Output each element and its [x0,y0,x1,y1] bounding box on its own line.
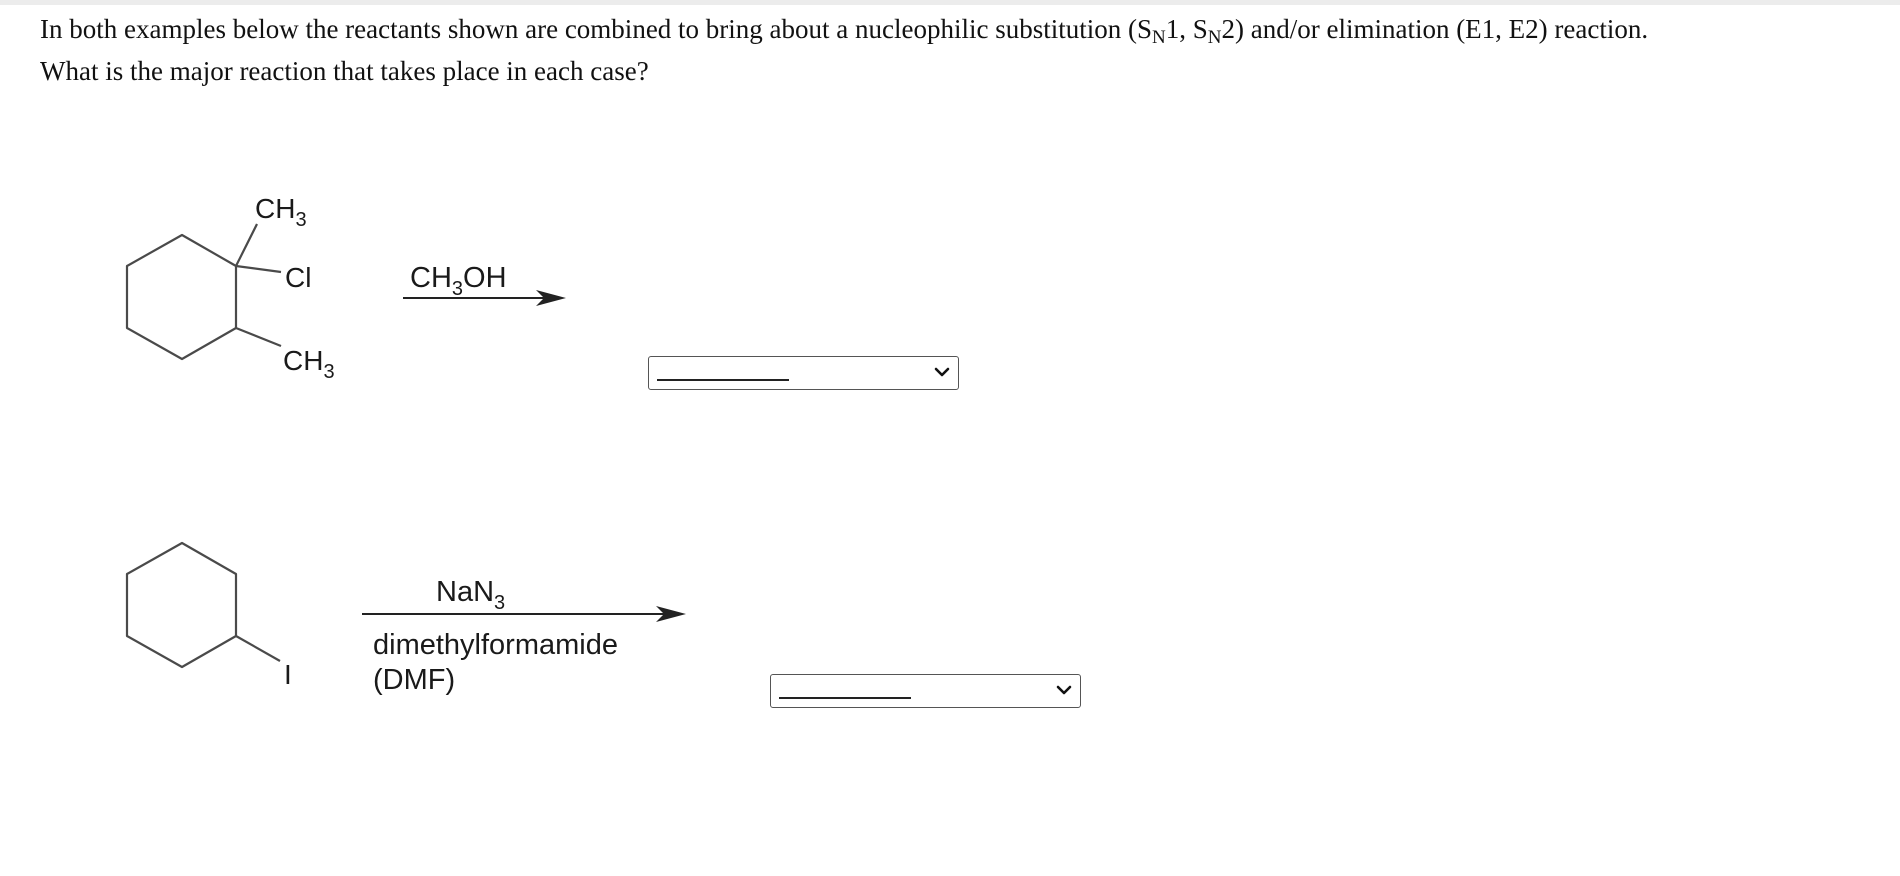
bond-to-chlorine [236,266,281,272]
answer-select-1[interactable] [648,356,959,390]
answer-select-2[interactable] [770,674,1081,708]
question-text-part: In both examples below the reactants shown are combined to bring about a nucleophilic substitution (S [40,14,1152,44]
example1-molecule [127,224,281,359]
bond-to-methyl-bottom [236,328,281,346]
example2-molecule [127,543,280,667]
methanol-reagent-label: $CH_3OH$ [410,262,507,300]
cyclohexane-ring [127,543,236,667]
chlorine-label: Cl [285,262,312,293]
solvent-label: dimethylformamide [373,629,618,661]
select-blank-value [779,697,911,699]
solvent-abbreviation-label: (DMF) [373,664,456,696]
chevron-down-icon [934,364,950,380]
bond-to-iodine [236,636,280,661]
question-text-part: 1, S [1165,14,1208,44]
select-blank-value [657,379,789,381]
methyl-bottom-label: $CH_3$ [283,345,335,383]
subscript-n: N [1207,27,1222,48]
reaction-arrow-2 [362,606,686,622]
sodium-azide-reagent-label: NaN$_3$ [436,576,506,614]
iodine-label: I [284,659,292,690]
question-text-part: 2) and/or elimination (E1, E2) reaction. [1221,14,1649,44]
chevron-down-icon [1056,682,1072,698]
question-line-2: What is the major reaction that takes place in each case? [40,56,649,86]
bond-to-methyl-top [236,224,257,266]
subscript-n: N [1152,27,1166,48]
methyl-top-label: $CH_3$ [255,193,307,231]
cyclohexane-ring [127,235,236,359]
